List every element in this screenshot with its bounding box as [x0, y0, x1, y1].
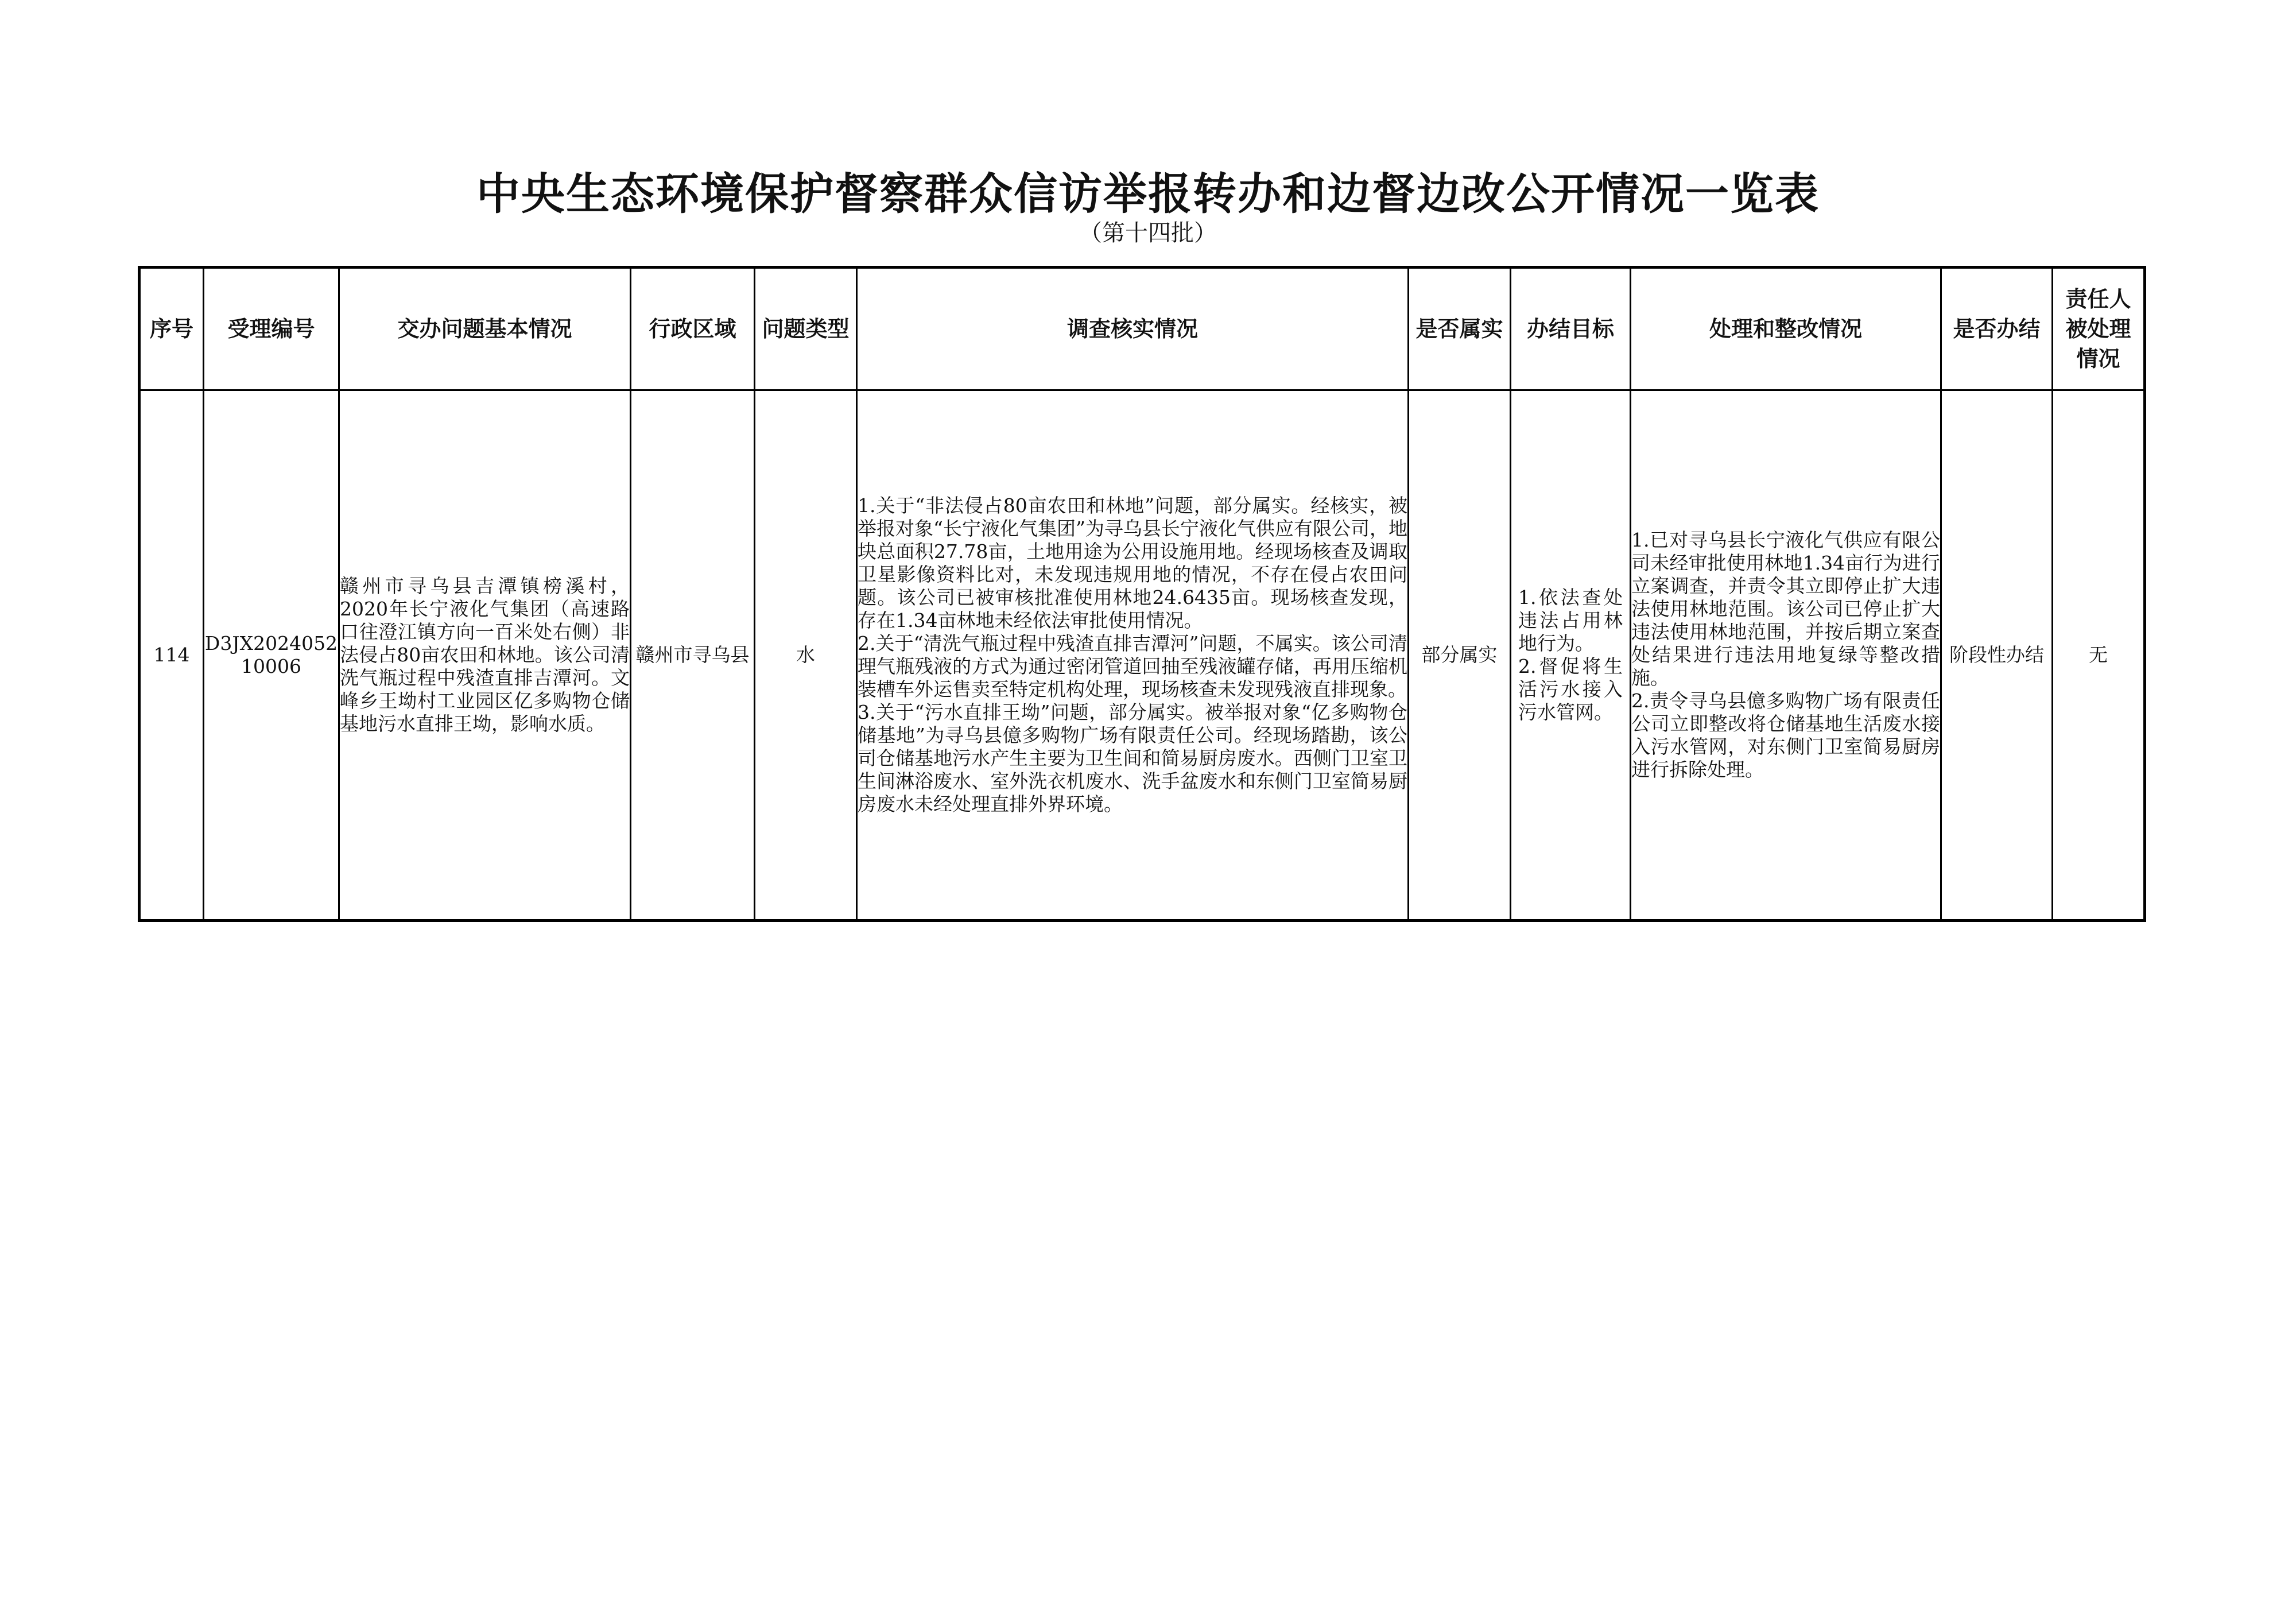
table-header-row [139, 268, 2145, 390]
cell-investigation [857, 390, 1409, 921]
investigation-item-3: 3.关于“污水直排王坳”问题，部分属实。被举报对象“亿多购物仓储基地”为寻乌县億多购物广场有限责任公司。经现场踏勘，该公司仓储基地污水产生主要为卫生间和简易厨房废水。西侧门卫室卫生间淋浴废水、室外洗衣机废水、洗手盆废水和东侧门卫室简易厨房废水未经处理直排外界环境。 [858, 701, 1407, 815]
cell-closed: 阶段性办结 [1941, 390, 2053, 921]
cell-goal [1511, 390, 1631, 921]
cell-case-id: D3JX202405210006 [204, 390, 339, 921]
header-handling: 处理和整改情况 [1631, 268, 1941, 390]
header-goal: 办结目标 [1511, 268, 1631, 390]
page-title: 中央生态环境保护督察群众信访举报转办和边督边改公开情况一览表 [476, 168, 1820, 219]
header-investigation: 调查核实情况 [857, 268, 1409, 390]
cell-region: 赣州市寻乌县 [631, 390, 755, 921]
handling-item-2: 2.责令寻乌县億多购物广场有限责任公司立即整改将仓储基地生活废水接入污水管网，对东侧门卫室简易厨房进行拆除处理。 [1631, 690, 1940, 781]
cell-issue: 赣州市寻乌县吉潭镇榜溪村，2020年长宁液化气集团（高速路口往澄江镇方向一百米处右侧）非法侵占80亩农田和林地。该公司清洗气瓶过程中残渣直排吉潭河。文峰乡王坳村工业园区亿多购物仓储基地污水直排王坳，影响水质。 [339, 390, 631, 921]
page-subtitle: （第十四批） [1079, 220, 1217, 246]
goal-item-2: 2.督促将生活污水接入污水管网。 [1518, 655, 1623, 723]
header-issue: 交办问题基本情况 [339, 268, 631, 390]
header-type: 问题类型 [755, 268, 857, 390]
cell-handling [1631, 390, 1941, 921]
cell-seq: 114 [139, 390, 204, 921]
cell-type: 水 [755, 390, 857, 921]
header-closed: 是否办结 [1941, 268, 2053, 390]
cell-accountability: 无 [2053, 390, 2145, 921]
report-table [138, 266, 2146, 922]
header-case-id: 受理编号 [204, 268, 339, 390]
cell-verified: 部分属实 [1409, 390, 1511, 921]
handling-item-1: 1.已对寻乌县长宁液化气供应有限公司未经审批使用林地1.34亩行为进行立案调查，并责令其立即停止扩大违法使用林地范围。该公司已停止扩大违法使用林地范围，并按后期立案查处结果进行违法用地复绿等整改措施。 [1631, 529, 1940, 689]
table-row [139, 390, 2145, 921]
header-accountability: 责任人被处理情况 [2053, 268, 2145, 390]
investigation-item-2: 2.关于“清洗气瓶过程中残渣直排吉潭河”问题，不属实。该公司清理气瓶残液的方式为通过密闭管道回抽至残液罐存储，再用压缩机装槽车外运售卖至特定机构处理，现场核查未发现残液直排现象。 [858, 632, 1407, 700]
investigation-item-1: 1.关于“非法侵占80亩农田和林地”问题，部分属实。经核实，被举报对象“长宁液化气集团”为寻乌县长宁液化气供应有限公司，地块总面积27.78亩，土地用途为公用设施用地。经现场核查及调取卫星影像资料比对，未发现违规用地的情况，不存在侵占农田问题。该公司已被审核批准使用林地24.6435亩。现场核查发现，存在1.34亩林地未经依法审批使用情况。 [858, 494, 1407, 632]
header-region: 行政区域 [631, 268, 755, 390]
header-seq: 序号 [139, 268, 204, 390]
header-verified: 是否属实 [1409, 268, 1511, 390]
goal-item-1: 1.依法查处违法占用林地行为。 [1518, 586, 1623, 654]
